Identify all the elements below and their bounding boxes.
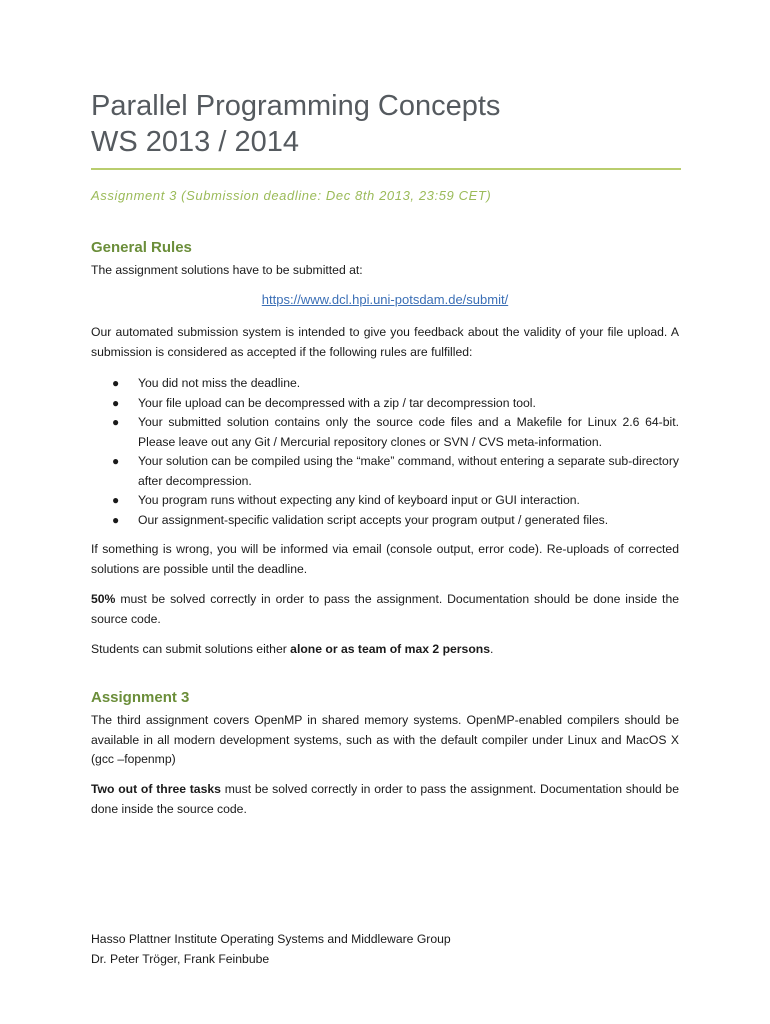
team-paragraph (91, 640, 679, 660)
tasks-requirement-text: must be solved correctly in order to pass the assignment. Documentation should be done inside the source code. (91, 782, 679, 816)
general-rules-heading: General Rules (91, 239, 192, 256)
rule-text: Your solution can be compiled using the “make” command, without entering a separate sub-directory after decompression. (138, 454, 679, 488)
rule-text: You did not miss the deadline. (138, 376, 301, 390)
title-line-2: WS 2013 / 2014 (91, 126, 299, 158)
rule-text: Your submitted solution contains only the source code files and a Makefile for Linux 2.6 64-bit. Please leave out any Git / Mercurial repository clones or SVN / CVS meta-information. (138, 415, 679, 449)
error-info-paragraph: If something is wrong, you will be informed via email (console output, error code). Re-uploads of corrected solutions are possible until the deadline. (91, 542, 679, 576)
rule-text: Our assignment-specific validation script accepts your program output / generated files. (138, 512, 609, 527)
rule-text: Your file upload can be decompressed with a zip / tar decompression tool. (138, 395, 536, 410)
bullet-icon: ● (112, 512, 120, 527)
title-divider (91, 168, 681, 170)
assignment-heading: Assignment 3 (91, 689, 190, 706)
assignment-intro: The third assignment covers OpenMP in shared memory systems. OpenMP-enabled compilers should be available in all modern development systems, such as with the default compiler under Linux and MacOS X (gcc –fopenmp) (91, 713, 679, 766)
team-size: alone or as team of max 2 persons (290, 642, 490, 656)
rules-list (91, 374, 679, 530)
pass-percentage: 50% (91, 592, 116, 606)
list-item (91, 374, 679, 394)
bullet-icon: ● (112, 493, 120, 507)
list-item (91, 491, 679, 511)
footer-authors: Dr. Peter Tröger, Frank Feinbube (91, 951, 270, 966)
footer-institute: Hasso Plattner Institute Operating Systems and Middleware Group (91, 932, 451, 946)
pass-requirement-text: must be solved correctly in order to pass the assignment. Documentation should be done inside the source code. (91, 592, 679, 626)
footer (91, 930, 679, 969)
pass-requirement-paragraph (91, 590, 679, 629)
tasks-requirement-paragraph (91, 780, 679, 819)
submit-url-link[interactable]: https://www.dcl.hpi.uni-potsdam.de/submit/ (261, 292, 509, 307)
rule-text: You program runs without expecting any kind of keyboard input or GUI interaction. (138, 493, 580, 507)
submission-intro: The assignment solutions have to be submitted at: (91, 263, 363, 277)
bullet-icon: ● (112, 454, 120, 468)
list-item (91, 394, 679, 414)
document-title (91, 88, 691, 160)
list-item (91, 452, 679, 491)
team-prefix: Students can submit solutions either (91, 642, 291, 656)
list-item (91, 413, 679, 452)
system-description: Our automated submission system is intended to give you feedback about the validity of your file upload. A submission is considered as accepted if the following rules are fulfilled: (91, 325, 679, 359)
title-line-1: Parallel Programming Concepts (91, 90, 501, 122)
bullet-icon: ● (112, 395, 120, 410)
bullet-icon: ● (112, 415, 120, 429)
list-item (91, 511, 679, 531)
bullet-icon: ● (112, 376, 120, 390)
assignment-subtitle: Assignment 3 (Submission deadline: Dec 8th 2013, 23:59 CET) (91, 188, 492, 203)
tasks-count: Two out of three tasks (91, 782, 221, 796)
team-suffix: . (490, 642, 494, 656)
